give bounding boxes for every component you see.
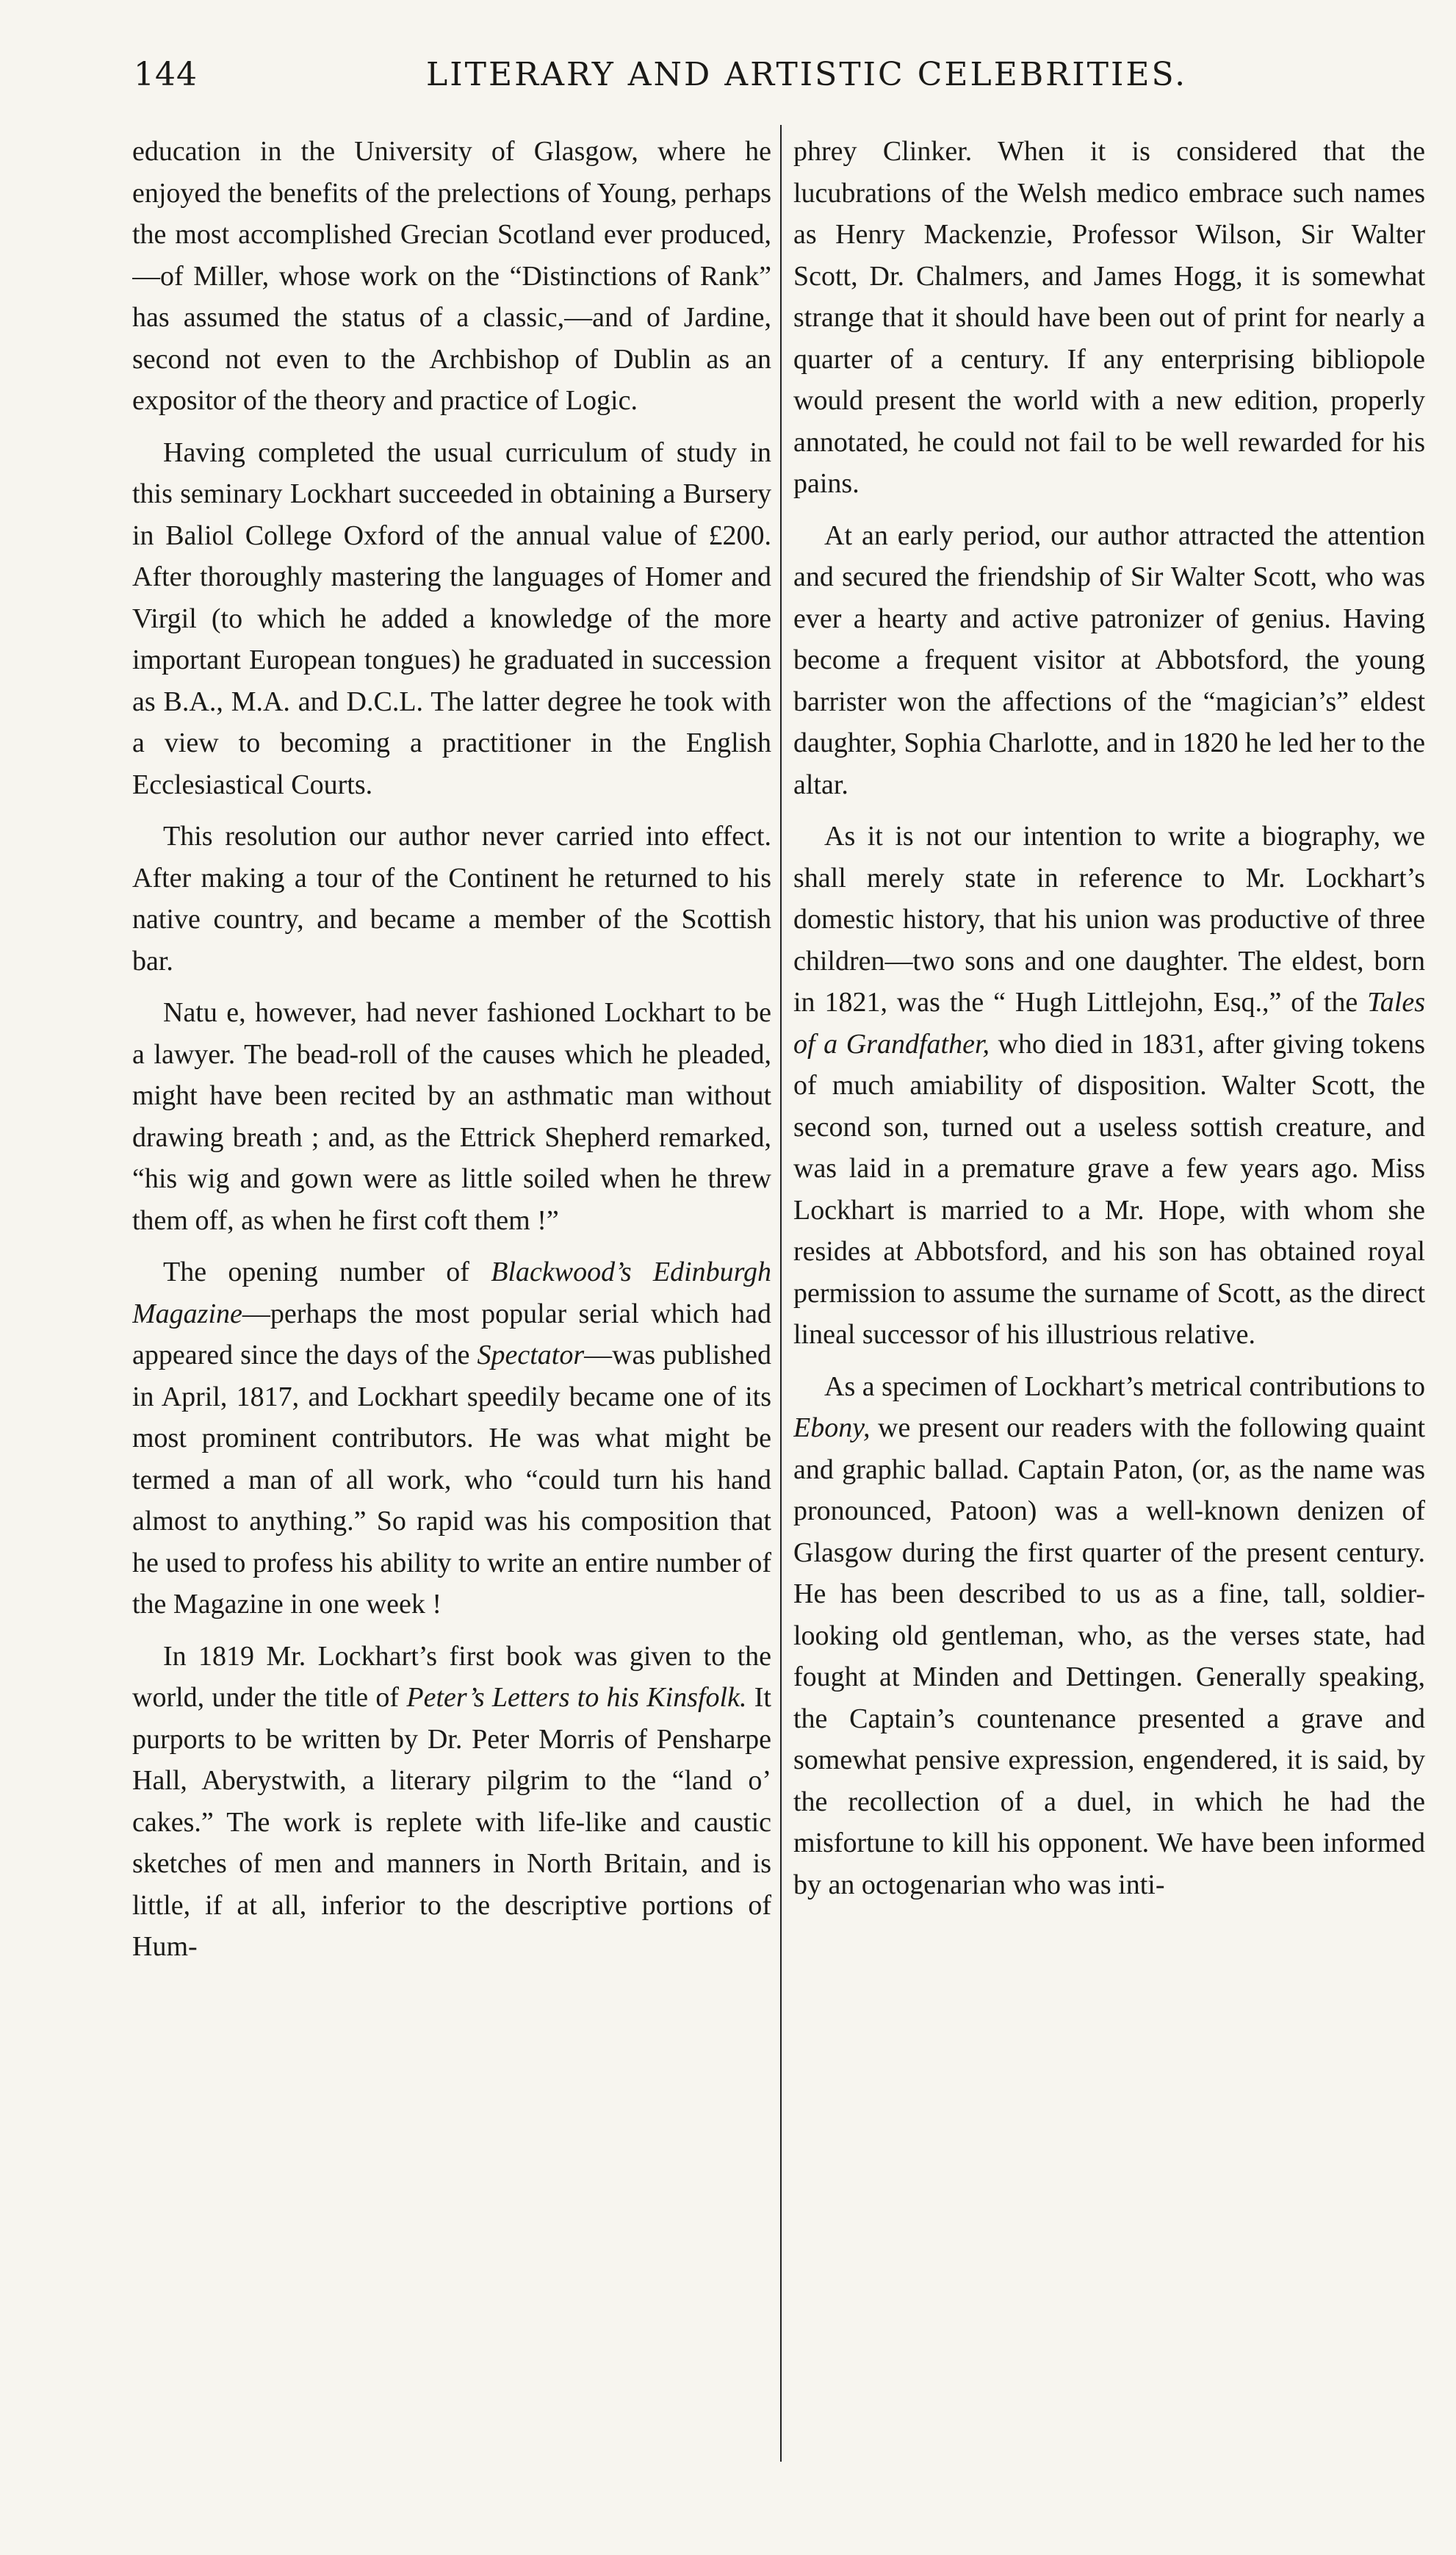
paragraph: Having completed the usual curriculum of study in this seminary Lockhart succeeded in obtaining a Bursery in Baliol College Oxford of the annual value of £200. After thoroughly mastering the languages of Homer and Virgil (to which he added a knowledge of the more important European tongues) he graduated in succession as B.A., M.A. and D.C.L. The latter degree he took with a view to becoming a practitioner in the English Ecclesiastical Courts. [132,436,771,800]
paragraph: This resolution our author never carried into effect. After making a tour of the Continent he returned to his native country, and became a member of the Scottish bar. [132,821,771,977]
italic-title: Peter’s Letters to his Kinsfolk. [406,1682,747,1713]
paragraph: phrey Clinker. When it is considered that the lucubrations of the Welsh medico embrace such names as Henry Mackenzie, Professor Wilson, Sir Walter Scott, Dr. Chalmers, and James Hogg, it is somewhat strange that it should have been out of print for nearly a quarter of a century. If any enterprising bibliopole would present the world with a new edition, properly annotated, he could not fail to be well rewarded for his pains. [793,136,1425,499]
paragraph: education in the University of Glasgow, where he enjoyed the benefits of the prelections of Young, perhaps the most accomplished Grecian Scotland ever produced,—of Miller, whose work on the “Distinctions of Rank” has assumed the status of a classic,—and of Jardine, second not even to the Archbishop of Dublin as an expositor of the theory and practice of Logic. [132,136,771,416]
text-run: The opening number of [163,1257,491,1287]
italic-title: Spectator [477,1340,585,1370]
paragraph: Natu e, however, had never fashioned Lockhart to be a lawyer. The bead-roll of the causes which he pleaded, might have been recited by an asthmatic man without drawing breath ; and, as the Ettrick Shepherd remarked, “his wig and gown were as little soiled when he threw them off, as when he first coft them !” [132,997,771,1236]
paragraph [793,1366,1425,1906]
text-run: In 1819 Mr. Lockhart’s first book was given to the world, under the title of [132,1640,771,1713]
paragraph [132,1251,771,1625]
text-run: we present our readers with the following quaint and graphic ballad. Captain Paton, (or, as the name was pronounced, Patoon) was a well-known denizen of Glasgow during the first quarter of the present century. He has been described to us as a fine, tall, soldier-looking old gentleman, who, as the verses state, had fought at Minden and Dettingen. Generally speaking, the Captain’s countenance presented a grave and somewhat pensive expression, engendered, it is said, by the recollection of a duel, in which he had the misfortune to kill his opponent. We have been informed by an octogenarian who was inti- [793,1412,1425,1900]
text-run: As it is not our intention to write a biography, we shall merely state in reference to Mr. Lockhart’s domestic history, that his union was productive of three children—two sons and one daughter. The eldest, born in 1821, was the “ Hugh Littlejohn, Esq.,” of the [793,821,1425,1018]
page-header [118,51,1425,103]
running-head: LITERARY AND ARTISTIC CELEBRITIES. [426,56,1188,93]
paragraph: At an early period, our author attracted the attention and secured the friendship of Sir Walter Scott, who was ever a hearty and active patronizer of genius. Having become a frequent visitor at Abbotsford, the young barrister won the affections of the “magician’s” eldest daughter, Sophia Charlotte, and in 1820 he led her to the altar. [793,520,1425,800]
paragraph [793,816,1425,1356]
italic-title: Tales of a Grandfather, [793,987,1425,1060]
italic-title: Ebony, [793,1412,871,1443]
text-run: —was published in April, 1817, and Lockhart speedily became one of its most prominent contributors. He was what might be termed a man of all work, who “could turn his hand almost to anything.” So rapid was his composition that he used to profess his ability to write an entire number of the Magazine in one week ! [132,1340,771,1620]
column-rule [780,125,782,2462]
page-number: 144 [134,56,198,93]
text-run: It purports to be written by Dr. Peter Morris of Pensharpe Hall, Aberystwith, a literary pilgrim to the “land o’ cakes.” The work is replete with life-like and caustic sketches of men and manners in North Britain, and is little, if at all, inferior to the descriptive portions of Hum- [132,1682,771,1962]
text-run: —perhaps the most popular serial which had appeared since the days of the [132,1298,771,1370]
right-column [793,131,1425,2457]
left-column [132,131,771,2457]
text-run: who died in 1831, after giving tokens of much amiability of disposition. Walter Scott, the second son, turned out a useless sottish creature, and was laid in a premature grave a few years ago. Miss Lockhart is married to a Mr. Hope, with whom she resides at Abbotsford, and his son has obtained royal permission to assume the surname of Scott, as the direct lineal successor of his illustrious relative. [793,1028,1425,1350]
text-run: As a specimen of Lockhart’s metrical contributions to [824,1370,1425,1402]
paragraph [132,1636,771,1968]
italic-title: Blackwood’s Edinburgh Magazine [132,1257,771,1329]
